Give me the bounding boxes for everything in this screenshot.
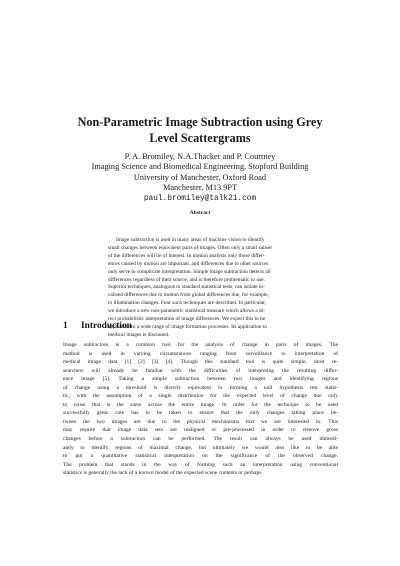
affiliation: Imaging Science and Biomedical Engineering, Stopford Building — [91, 162, 309, 172]
paper-title — [60, 114, 340, 146]
abstract-line: Superior techniques, analogous to standard statistical tests, can isolate lo- — [108, 284, 265, 291]
section-title: Introduction — [81, 321, 132, 331]
author-block — [40, 152, 360, 204]
section-heading — [63, 320, 263, 332]
body-line: ately to identify regions of maximal change, but ultimately we would also like to be able — [63, 444, 338, 451]
abstract-line: to illumination changes. Four such techniques are described. In particular, — [108, 300, 266, 307]
abstract-line: applicable to a wide range of image formation processes. Its application to — [108, 323, 268, 330]
abstract-heading: Abstract — [189, 210, 211, 216]
body-line: to noise that is the same across the entire image. In order for the technique to be used — [63, 401, 338, 408]
city: Manchester, M13 9PT — [162, 183, 238, 193]
abstract-line: ences caused by motion are important, and differences due to other sources — [108, 260, 269, 267]
title-line: Level Scattergrams — [149, 131, 251, 145]
body-line: The problem that stands in the way of forming such an interpretation using conventional — [63, 461, 338, 468]
abstract-line: of the differences will be of interest. In motion analysis only those differ- — [108, 252, 265, 259]
body-line: of change using a threshold is directly equivalent to forming a null hypothesis test statis- — [63, 384, 338, 391]
university: University of Manchester, Oxford Road — [133, 172, 267, 182]
body-line: successfully great care has to be taken to ensure that the only changes taking place be- — [63, 410, 338, 417]
abstract-line: only serve to complicate interpretation. Simple image subtraction detects all — [108, 268, 271, 275]
body-line: to put a quantitative statistical interpretation on the significance of the observed change. — [63, 453, 338, 460]
body-line: ence image [5]. Taking a simple subtraction between two images and identifying regions — [63, 376, 338, 383]
body-line: changes before a subtraction can be performed. The result can always be used immedi- — [63, 436, 338, 443]
body-line: may require that image data sets are realigned or pre-processed in order to remove gross — [63, 427, 338, 434]
body-line: tic, with the assumption of a single distribution for the expected level of change due only — [63, 393, 338, 400]
body-line: tween the two images are due to the physical mechanisms that we are interested in. This — [63, 418, 338, 425]
body-line: statistics is generally the lack of a known model of the expected scene contents or perhaps — [63, 470, 262, 477]
abstract-line: Image subtraction is used in many areas of machine vision to identify — [116, 237, 265, 243]
body-line: Image subtraction is a common tool for the analysis of change in pairs of images. The — [63, 342, 338, 348]
body-line: medical image data [1] [2] [3] [4]. Though this standard tool is quite simple, most re- — [63, 359, 338, 366]
body-line: searchers will already be familiar with the difficulties of interpreting the resulting differ- — [63, 367, 338, 374]
author-names: P. A. Bromiley, N.A.Thacker and P. Courtney — [124, 152, 276, 161]
abstract-line: we introduce a new non-parametric statistical measure which allows a di- — [108, 308, 265, 315]
section-number: 1 — [63, 321, 68, 331]
body-line: method is used in varying circumstances ranging from surveillance to interpretation of — [63, 350, 338, 357]
abstract-line: differences regardless of their source, and is therefore problematic to use. — [108, 276, 265, 283]
author-email: paul.bromiley@talk21.com — [143, 194, 257, 203]
abstract-line: small changes between equivalent pairs of images. Often only a small subset — [108, 244, 272, 251]
abstract-line: rect probabilistic interpretation of image differences. We expect this to be — [108, 316, 266, 323]
abstract-line: calised differences due to motion from global differences due, for example, — [108, 292, 269, 299]
title-line: Non-Parametric Image Subtraction using Grey — [77, 115, 323, 129]
section-body — [63, 341, 338, 478]
abstract-line: medical images is discussed. — [108, 331, 170, 338]
